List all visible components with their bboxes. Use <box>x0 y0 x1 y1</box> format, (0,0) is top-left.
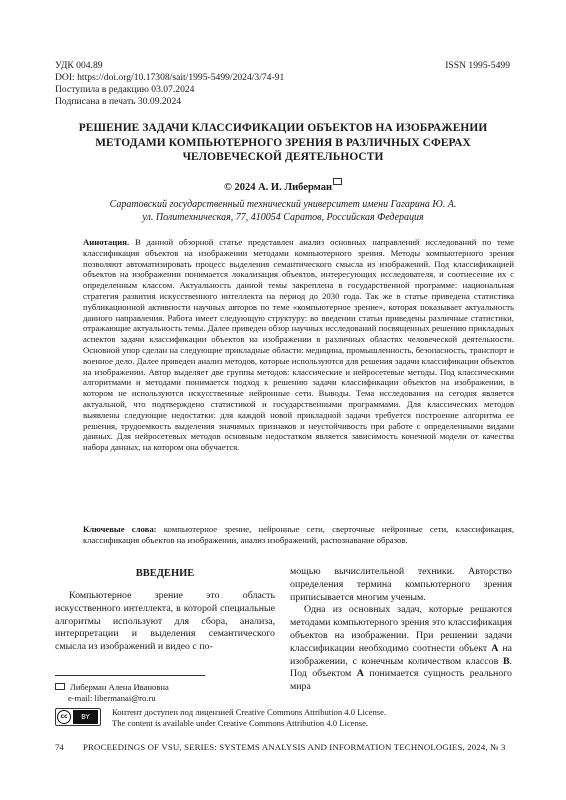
abstract-label: Аннотация. <box>83 237 130 247</box>
title-line: РЕШЕНИЕ ЗАДАЧИ КЛАССИФИКАЦИИ ОБЪЕКТОВ НА ИЗОБРАЖЕНИИ <box>78 122 488 134</box>
affiliation <box>60 199 506 224</box>
footnote-divider <box>55 675 205 676</box>
doi-link[interactable]: DOI: https://doi.org/10.17308/sait/1995-5499/2024/3/74-91 <box>55 72 285 83</box>
udc-code: УДК 004.89 <box>55 60 103 71</box>
symbol-a: A <box>356 668 364 680</box>
intro-left-column: Компьютерное зрение это область искусственного интеллекта, в которой специальные алгоритмы используют для сбора, анализа, интерпретации и выделения семантического смысла из изображений и видео с по- <box>55 590 275 653</box>
signed-date: Подписана в печать 30.09.2024 <box>55 96 182 107</box>
intro-paragraph: мощью вычислительной техники. Авторство определения термина компьютерного зрения приписывается многим ученым. <box>290 566 512 603</box>
received-date: Поступила в редакцию 03.07.2024 <box>55 84 195 95</box>
symbol-b: B <box>502 655 510 667</box>
abstract <box>83 237 514 453</box>
envelope-icon <box>333 178 342 185</box>
intro-text: . Под объектом <box>290 655 512 680</box>
contact-name: Либерман Алена Ивановна <box>70 682 169 692</box>
license-en: The content is available under Creative Commons Attribution 4.0 License. <box>112 718 369 728</box>
section-heading-intro: ВВЕДЕНИЕ <box>135 568 195 579</box>
article-meta <box>55 60 284 108</box>
license-ru: Контент доступен под лицензией Creative Commons Attribution 4.0 License. <box>112 707 387 717</box>
intro-right-column <box>290 566 512 694</box>
keywords-text: компьютерное зрение, нейронные сети, сверточные нейронные сети, классификация, классификация объектов на изображении, анализ изображений, распознавание образов. <box>83 524 515 545</box>
symbol-a: A <box>491 642 499 654</box>
cc-icon: cc <box>57 710 71 724</box>
contact-email[interactable]: e-mail: libermanai@ro.ru <box>68 693 156 703</box>
author-line <box>0 178 566 193</box>
author-name: © 2024 А. И. Либерман <box>223 182 333 193</box>
intro-text: на изображении, с конечным количеством классов <box>290 642 513 667</box>
by-icon: BY <box>73 710 98 724</box>
intro-text: Одна из основных задач, которые решаются методами компьютерного зрения это классификация объектов на изображении. При решении задачи классификации необходимо соотнести объект <box>290 604 512 654</box>
affiliation-line: ул. Политехническая, 77, 410054 Саратов, Российская Федерация <box>142 211 424 223</box>
title-line: ЧЕЛОВЕЧЕСКОЙ ДЕЯТЕЛЬНОСТИ <box>182 151 384 163</box>
keywords-label: Ключевые слова: <box>83 524 157 534</box>
license-text <box>112 707 386 729</box>
issn: ISSN 1995-5499 <box>445 60 510 71</box>
keywords <box>83 524 514 546</box>
intro-paragraph <box>290 604 512 694</box>
journal-name: PROCEEDINGS OF VSU, SERIES: SYSTEMS ANALYSIS AND INFORMATION TECHNOLOGIES, 2024, № 3 <box>83 742 506 752</box>
page-number: 74 <box>55 742 64 752</box>
license-block <box>55 707 515 731</box>
abstract-text: В данной обзорной статье представлен анализ основных направлений исследований по теме классификация объектов на изображении методами компьютерного зрения. Методы компьютерного зрения позволяют автоматизировать процесс выделения семантического смысла из изображений. Под классификацией объектов на изображении понимается локализация объектов, интересующих исследователя, и соотнесение их с определенным классом. Актуальность данной темы закреплена в государственной программе: национальная стратегия развития искусственного интеллекта на период до 2030 года. Так же в статье приведена статистика публикационной активности научных авторов по теме «компьютерное зрение», которая показывает актуальность данного направления. Работа имеет следующую структуру: во введении статьи приведены различные статистики, отражающие актуальность темы. Далее приведен обзор научных исследований посвященных решению прикладных аспектов задачи классификации объектов на изображении в различных областях человеческой деятельности. Основной упор сделан на следующие прикладные области: медицина, промышленность, безопасность, транспорт и военное дело. Далее приведен анализ методов, которые используются для решения задачи классификации объектов на изображении. Автор выделяет две группы методов: классические и нейросетевые методы. Под классическими алгоритмами и методами понимается подход к решению задачи классификации объектов на изображении, в котором не используются искусственные нейронные сети. Выводы. Тема исследования на сегодня является актуальной, что подтверждено статистикой и государственными программами. Для классических методов выявлены следующие недостатки: для каждой новой прикладной задачи требуется построение алгоритма ее решения, трудоемкость выделения значимых признаков и неустойчивость при работе с определенными видами данных. Для нейросетевых методов основным недостатком является зависимость конечной модели от качества набора данных, на котором она обучается. <box>83 237 514 453</box>
author-contact <box>55 682 169 704</box>
intro-text: понимается сущность реального мира <box>290 668 512 693</box>
cc-by-license-icon[interactable] <box>55 708 101 726</box>
title-line: МЕТОДАМИ КОМПЬЮТЕРНОГО ЗРЕНИЯ В РАЗЛИЧНЫХ СФЕРАХ <box>95 136 471 149</box>
article-title <box>50 121 516 165</box>
affiliation-line: Саратовский государственный технический университет имени Гагарина Ю. А. <box>109 199 457 210</box>
mail-icon <box>55 683 65 691</box>
